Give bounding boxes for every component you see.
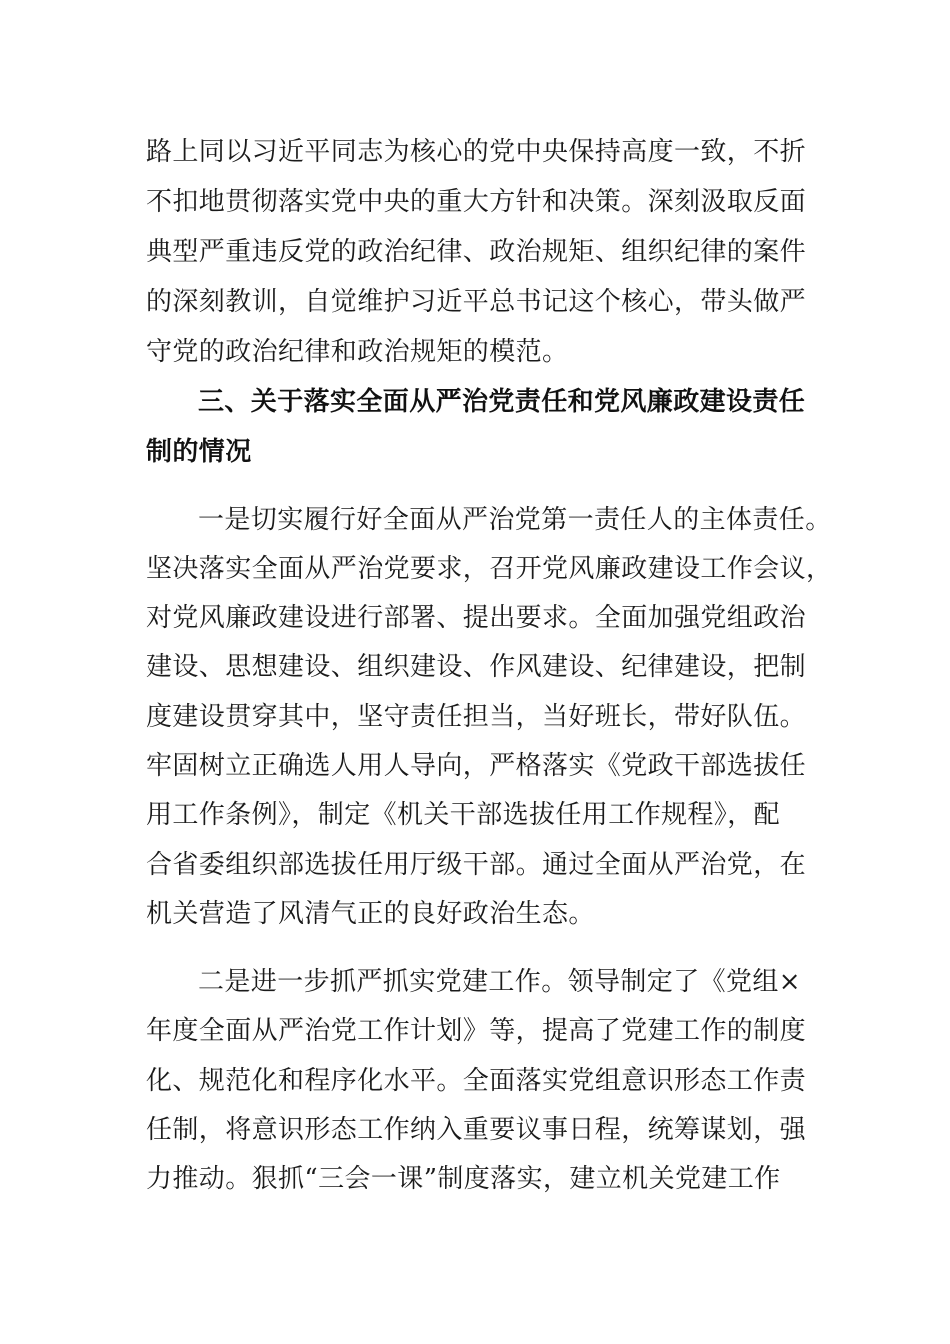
text-line: 不扣地贯彻落实党中央的重大方针和决策。深刻汲取反面 — [146, 187, 807, 217]
text-line: 守党的政治纪律和政治规矩的模范。 — [146, 337, 569, 367]
text-line: 任制，将意识形态工作纳入重要议事日程，统筹谋划，强 — [146, 1115, 807, 1145]
text-line: 路上同以习近平同志为核心的党中央保持高度一致，不折 — [146, 137, 807, 167]
text-line: 坚决落实全面从严治党要求，召开党风廉政建设工作会议， — [146, 554, 833, 584]
text-line: 化、规范化和程序化水平。全面落实党组意识形态工作责 — [146, 1066, 807, 1096]
heading-line: 三、关于落实全面从严治党责任和党风廉政建设责任 — [198, 387, 806, 417]
text-line: 力推动。狠抓“三会一课”制度落实，建立机关党建工作 — [146, 1164, 781, 1194]
text-line: 建设、思想建设、组织建设、作风建设、纪律建设，把制 — [146, 652, 807, 682]
text-line: 二是进一步抓严抓实党建工作。领导制定了《党组× — [198, 967, 801, 997]
text-line: 对党风廉政建设进行部署、提出要求。全面加强党组政治 — [146, 603, 807, 633]
text-line: 度建设贯穿其中，坚守责任担当，当好班长，带好队伍。 — [146, 702, 807, 732]
text-line: 合省委组织部选拔任用厅级干部。通过全面从严治党，在 — [146, 850, 807, 880]
text-line: 用工作条例》，制定《机关干部选拔任用工作规程》，配 — [146, 800, 781, 830]
text-line: 一是切实履行好全面从严治党第一责任人的主体责任。 — [198, 505, 832, 535]
text-line: 机关营造了风清气正的良好政治生态。 — [146, 899, 595, 929]
text-line: 的深刻教训，自觉维护习近平总书记这个核心，带头做严 — [146, 287, 807, 317]
text-line: 牢固树立正确选人用人导向，严格落实《党政干部选拔任 — [146, 751, 807, 781]
text-line: 年度全面从严治党工作计划》等，提高了党建工作的制度 — [146, 1016, 807, 1046]
text-line: 典型严重违反党的政治纪律、政治规矩、组织纪律的案件 — [146, 237, 807, 267]
heading-line: 制的情况 — [146, 437, 252, 467]
